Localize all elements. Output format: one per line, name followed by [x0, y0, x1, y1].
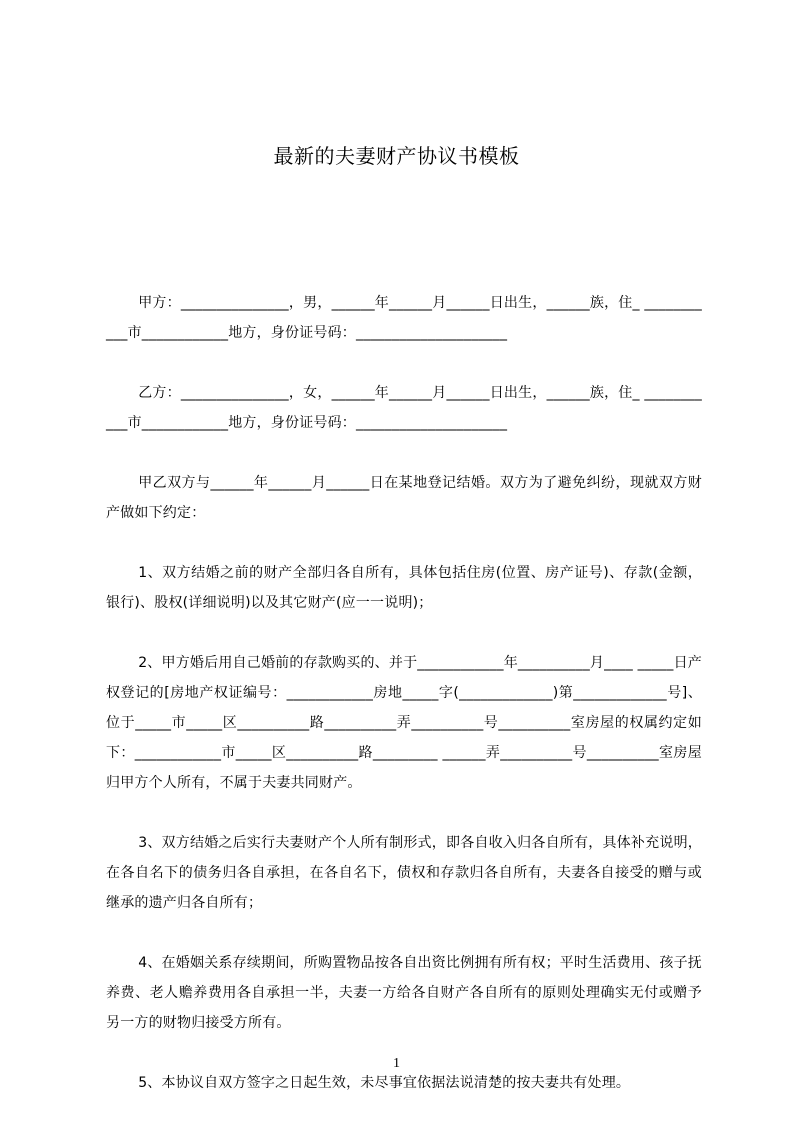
party-b-info: 乙方：_______________，女，______年______月______日出生，______族，住_ ___________市____________地方，身份证号码：_____________________ — [106, 385, 702, 431]
clause-2-house-ownership: 2、甲方婚后用自己婚前的存款购买的、并于____________年__________月____ _____日产权登记的[房地产权证编号：____________房地_____字(_____________)第_____________号]、位于_____市_____区__________路__________弄__________号__________室房屋的权属约定如下：____________市_____区__________路_________ ______弄__________号__________室房屋归甲方个人所有，不属于夫妻共同财产。 — [106, 655, 702, 791]
party-a-info: 甲方：_______________，男，______年______月______日出生，______族，住_ ___________市____________地方，身份证号码：_____________________ — [106, 295, 702, 341]
page-number: 1 — [393, 1056, 400, 1071]
document-body — [106, 288, 702, 1098]
marriage-registration-clause: 甲乙双方与______年______月______日在某地登记结婚。双方为了避免纠纷，现就双方财产做如下约定： — [106, 475, 702, 521]
clause-5-effective-date: 5、本协议自双方签字之日起生效，未尽事宜依据法说清楚的按夫妻共有处理。 — [138, 1075, 631, 1091]
clause-4-expenses: 4、在婚姻关系存续期间，所购置物品按各自出资比例拥有所有权；平时生活费用、孩子抚养费、老人赡养费用各自承担一半，夫妻一方给各自财产各自所有的原则处理确实无付或赠予另一方的财物归接受方所有。 — [106, 955, 702, 1031]
document-title: 最新的夫妻财产协议书模板 — [273, 144, 520, 168]
clause-3-separate-property: 3、双方结婚之后实行夫妻财产个人所有制形式，即各自收入归各自所有，具体补充说明，在各自名下的债务归各自承担，在各自名下，债权和存款归各自所有，夫妻各自接受的赠与或继承的遗产归各自所有； — [106, 835, 702, 911]
clause-1-premarital-property: 1、双方结婚之前的财产全部归各自所有，具体包括住房(位置、房产证号)、存款(金额，银行)、股权(详细说明)以及其它财产(应一一说明)； — [106, 565, 702, 611]
